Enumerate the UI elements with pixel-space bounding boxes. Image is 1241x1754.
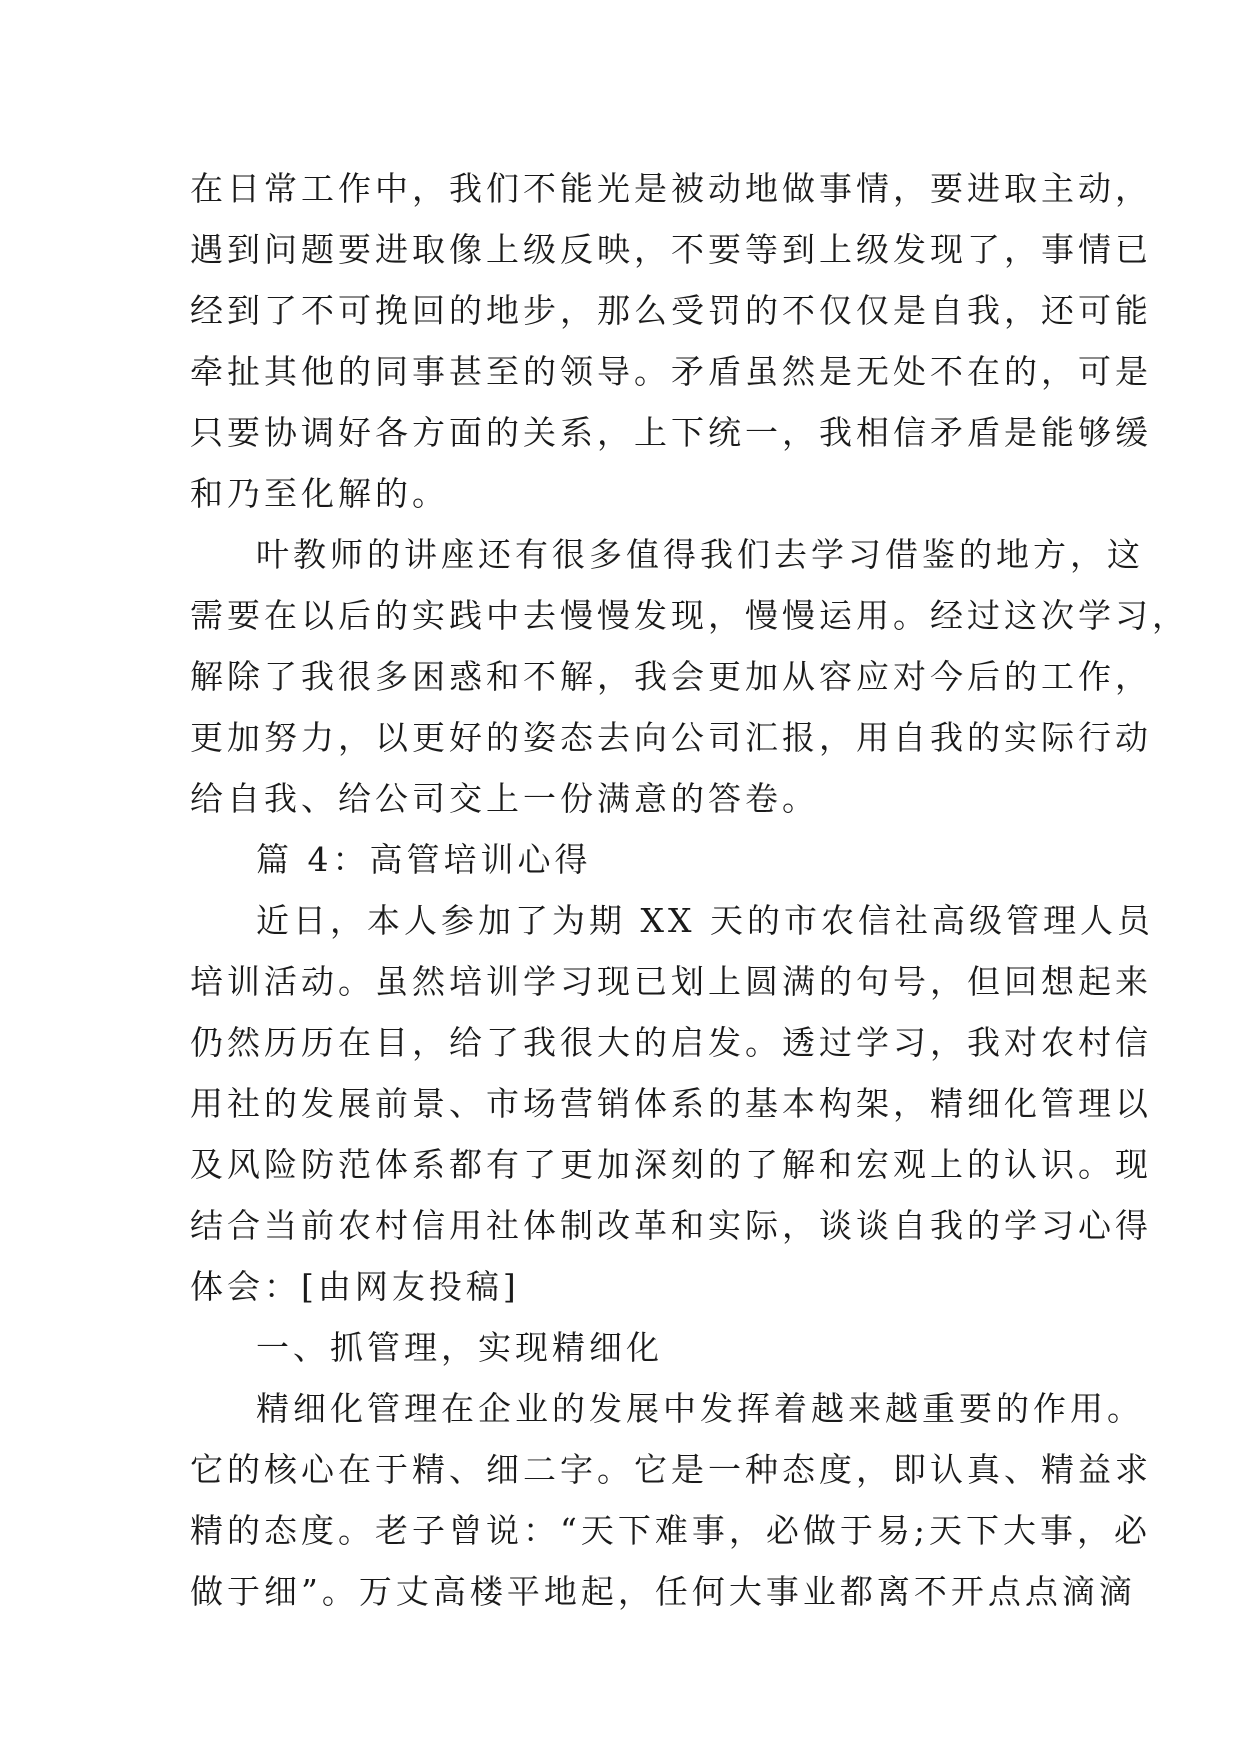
subsection-heading: 一、抓管理，实现精细化 (256, 1328, 663, 1367)
paragraph-first-line: 叶教师的讲座还有很多值得我们去学习借鉴的地方，这 (256, 535, 1144, 574)
text-line: 培训活动。虽然培训学习现已划上圆满的句号，但回想起来 (190, 962, 1152, 1001)
paragraph-first-line: 近日，本人参加了为期 XX 天的市农信社高级管理人员 (256, 901, 1154, 940)
text-line: 做于细”。万丈高楼平地起，任何大事业都离不开点点滴滴 (190, 1572, 1136, 1611)
text-line: 更加努力，以更好的姿态去向公司汇报，用自我的实际行动 (190, 718, 1152, 757)
text-line: 仍然历历在目，给了我很大的启发。透过学习，我对农村信 (190, 1023, 1152, 1062)
text-line: 只要协调好各方面的关系，上下统一，我相信矛盾是能够缓 (190, 413, 1152, 452)
text-line: 牵扯其他的同事甚至的领导。矛盾虽然是无处不在的，可是 (190, 352, 1152, 391)
text-line: 经到了不可挽回的地步，那么受罚的不仅仅是自我，还可能 (190, 291, 1152, 330)
text-line: 用社的发展前景、市场营销体系的基本构架，精细化管理以 (190, 1084, 1152, 1123)
document-body (190, 158, 1189, 1622)
text-line: 给自我、给公司交上一份满意的答卷。 (190, 779, 819, 818)
text-line: 它的核心在于精、细二字。它是一种态度，即认真、精益求 (190, 1450, 1152, 1489)
text-line: 遇到问题要进取像上级反映，不要等到上级发现了，事情已 (190, 230, 1152, 269)
paragraph-first-line: 精细化管理在企业的发展中发挥着越来越重要的作用。 (256, 1389, 1144, 1428)
text-line: 精的态度。老子曾说：“天下难事，必做于易;天下大事，必 (190, 1511, 1151, 1550)
text-line: 在日常工作中，我们不能光是被动地做事情，要进取主动， (190, 169, 1152, 208)
section-heading: 篇 4：高管培训心得 (256, 840, 592, 879)
text-line: 和乃至化解的。 (190, 474, 449, 513)
text-line: 解除了我很多困惑和不解，我会更加从容应对今后的工作， (190, 657, 1152, 696)
text-line: 需要在以后的实践中去慢慢发现，慢慢运用。经过这次学习， (190, 596, 1189, 635)
text-line: 体会：[由网友投稿] (190, 1267, 520, 1306)
text-line: 及风险防范体系都有了更加深刻的了解和宏观上的认识。现 (190, 1145, 1152, 1184)
text-line: 结合当前农村信用社体制改革和实际，谈谈自我的学习心得 (190, 1206, 1152, 1245)
